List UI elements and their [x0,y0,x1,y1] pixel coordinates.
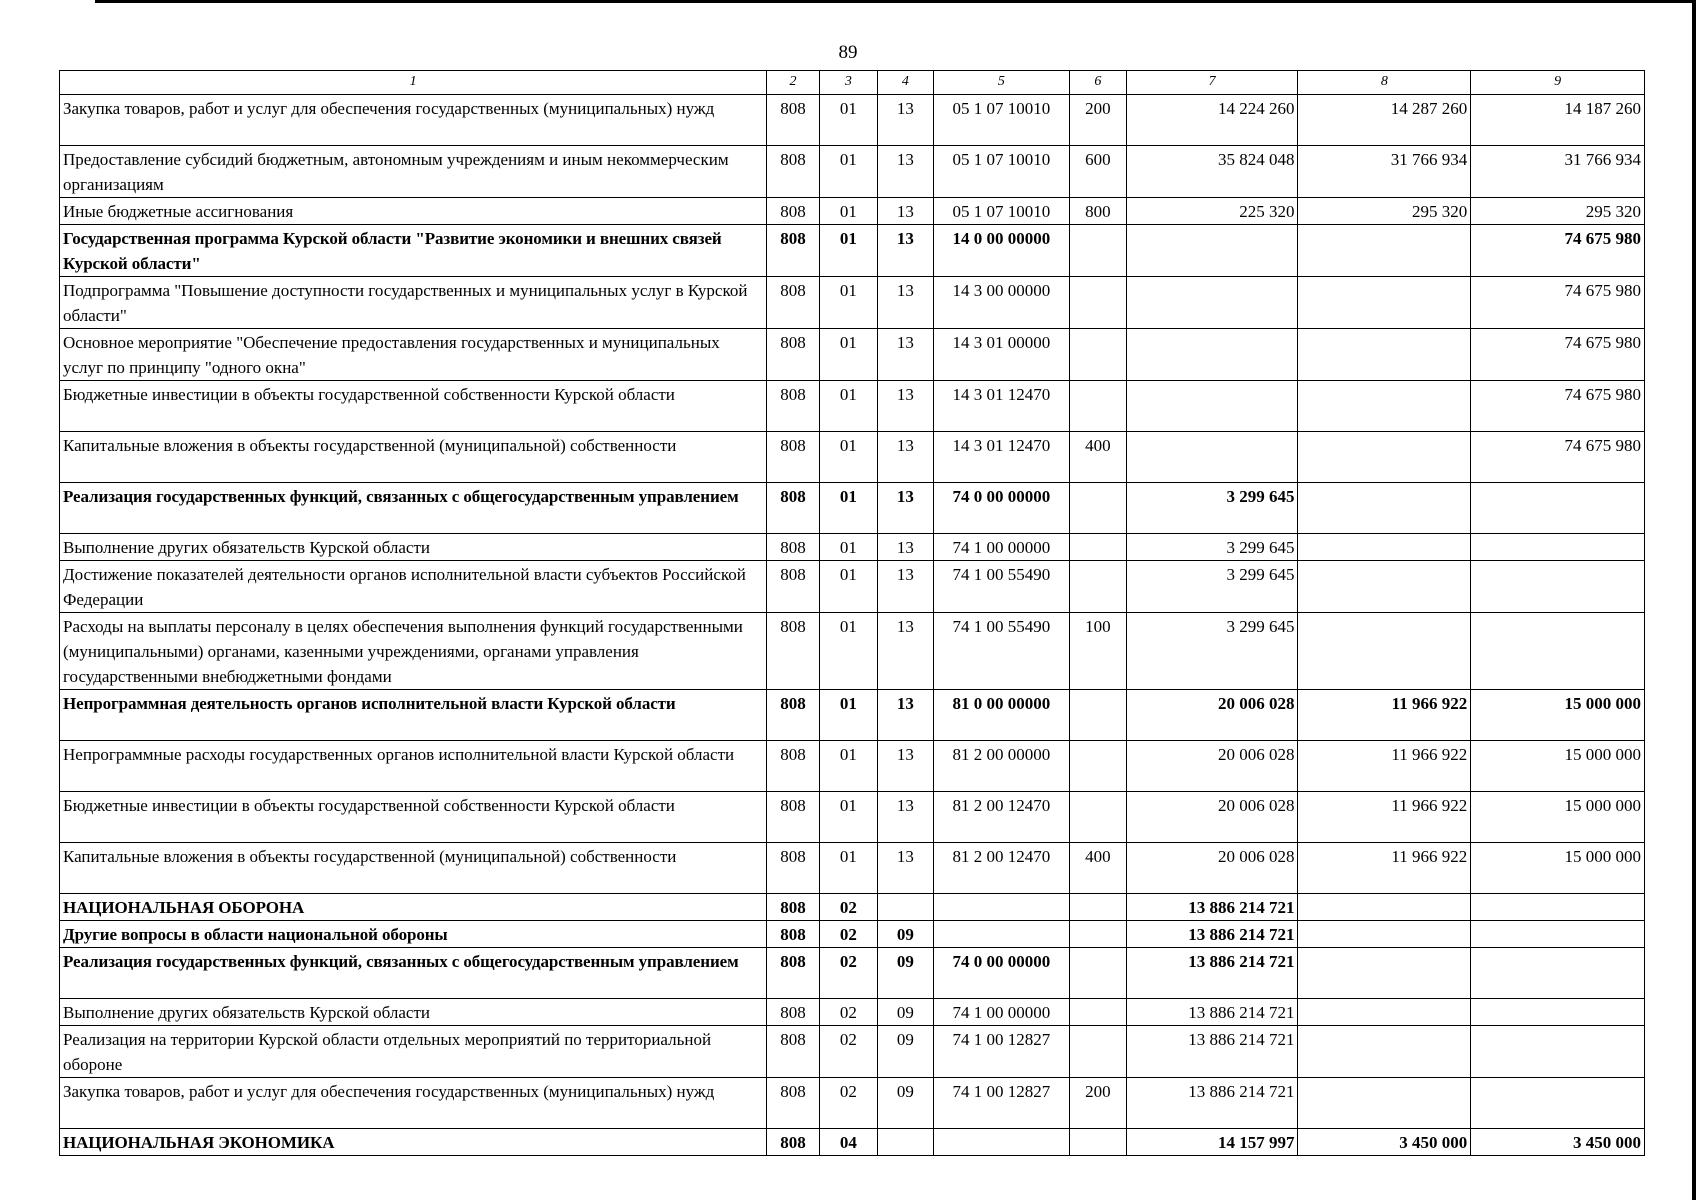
amount-year-3-cell: 14 187 260 [1471,95,1645,146]
amount-year-2-cell: 31 766 934 [1298,146,1471,198]
ministry-code-cell: 808 [767,198,820,225]
column-number-header [60,71,1645,95]
scan-edge-top [95,0,1696,3]
amount-year-1-cell: 13 886 214 721 [1126,921,1298,948]
ministry-code-cell: 808 [767,381,820,432]
table-row [60,146,1645,198]
ministry-code-cell: 808 [767,534,820,561]
amount-year-2-cell [1298,948,1471,999]
table-body [60,71,1645,1156]
table-row [60,329,1645,381]
header-cell: 6 [1069,71,1126,95]
amount-year-1-cell [1126,329,1298,381]
expense-type-cell [1069,999,1126,1026]
amount-year-2-cell [1298,277,1471,329]
table-row [60,483,1645,534]
section-code-cell: 01 [819,225,877,277]
table-row [60,613,1645,690]
ministry-code-cell: 808 [767,843,820,894]
expense-name-cell: Реализация на территории Курской области отдельных мероприятий по территориальной обороне [60,1026,767,1078]
target-article-cell: 14 3 00 00000 [933,277,1069,329]
subsection-code-cell: 09 [877,1026,933,1078]
expense-type-cell [1069,225,1126,277]
target-article-cell: 14 3 01 00000 [933,329,1069,381]
section-code-cell: 01 [819,329,877,381]
target-article-cell: 74 1 00 55490 [933,613,1069,690]
expense-type-cell [1069,948,1126,999]
ministry-code-cell: 808 [767,1026,820,1078]
section-code-cell: 01 [819,613,877,690]
section-code-cell: 02 [819,999,877,1026]
ministry-code-cell: 808 [767,948,820,999]
amount-year-1-cell: 3 299 645 [1126,483,1298,534]
subsection-code-cell: 13 [877,146,933,198]
target-article-cell: 81 0 00 00000 [933,690,1069,741]
amount-year-1-cell: 3 299 645 [1126,534,1298,561]
amount-year-3-cell [1471,534,1645,561]
amount-year-1-cell: 13 886 214 721 [1126,1078,1298,1129]
subsection-code-cell: 13 [877,690,933,741]
section-code-cell: 01 [819,95,877,146]
expense-type-cell: 600 [1069,146,1126,198]
section-code-cell: 01 [819,483,877,534]
target-article-cell: 81 2 00 12470 [933,843,1069,894]
amount-year-3-cell: 15 000 000 [1471,690,1645,741]
table-row [60,741,1645,792]
expense-type-cell [1069,792,1126,843]
amount-year-1-cell: 3 299 645 [1126,561,1298,613]
table-row [60,1026,1645,1078]
amount-year-3-cell: 74 675 980 [1471,277,1645,329]
ministry-code-cell: 808 [767,561,820,613]
expense-type-cell [1069,483,1126,534]
amount-year-3-cell: 15 000 000 [1471,843,1645,894]
ministry-code-cell: 808 [767,741,820,792]
subsection-code-cell: 13 [877,381,933,432]
amount-year-2-cell: 3 450 000 [1298,1129,1471,1156]
subsection-code-cell: 13 [877,534,933,561]
expense-type-cell [1069,561,1126,613]
amount-year-1-cell: 14 157 997 [1126,1129,1298,1156]
expense-type-cell: 200 [1069,95,1126,146]
ministry-code-cell: 808 [767,792,820,843]
amount-year-1-cell: 3 299 645 [1126,613,1298,690]
expense-type-cell [1069,741,1126,792]
amount-year-1-cell [1126,381,1298,432]
header-cell: 1 [60,71,767,95]
expense-name-cell: Реализация государственных функций, связанных с общегосударственным управлением [60,948,767,999]
header-cell: 2 [767,71,820,95]
target-article-cell [933,894,1069,921]
amount-year-2-cell [1298,329,1471,381]
expense-name-cell: Закупка товаров, работ и услуг для обеспечения государственных (муниципальных) нужд [60,1078,767,1129]
amount-year-1-cell: 20 006 028 [1126,843,1298,894]
expense-name-cell: НАЦИОНАЛЬНАЯ ЭКОНОМИКА [60,1129,767,1156]
amount-year-3-cell: 31 766 934 [1471,146,1645,198]
expense-name-cell: НАЦИОНАЛЬНАЯ ОБОРОНА [60,894,767,921]
expense-name-cell: Другие вопросы в области национальной обороны [60,921,767,948]
amount-year-2-cell [1298,921,1471,948]
expense-name-cell: Непрограммная деятельность органов исполнительной власти Курской области [60,690,767,741]
target-article-cell: 74 1 00 12827 [933,1078,1069,1129]
section-code-cell: 01 [819,146,877,198]
subsection-code-cell: 13 [877,198,933,225]
ministry-code-cell: 808 [767,146,820,198]
ministry-code-cell: 808 [767,690,820,741]
table-row [60,948,1645,999]
expense-type-cell [1069,277,1126,329]
amount-year-1-cell: 20 006 028 [1126,792,1298,843]
section-code-cell: 01 [819,690,877,741]
amount-year-1-cell: 13 886 214 721 [1126,1026,1298,1078]
expense-name-cell: Предоставление субсидий бюджетным, автономным учреждениям и иным некоммерческим организациям [60,146,767,198]
amount-year-2-cell: 295 320 [1298,198,1471,225]
expense-name-cell: Иные бюджетные ассигнования [60,198,767,225]
amount-year-2-cell [1298,432,1471,483]
amount-year-1-cell [1126,225,1298,277]
table-row [60,921,1645,948]
header-cell: 7 [1126,71,1298,95]
header-cell: 3 [819,71,877,95]
subsection-code-cell: 13 [877,613,933,690]
section-code-cell: 01 [819,843,877,894]
table-row [60,843,1645,894]
amount-year-2-cell: 11 966 922 [1298,741,1471,792]
target-article-cell: 74 0 00 00000 [933,483,1069,534]
ministry-code-cell: 808 [767,95,820,146]
table-row [60,690,1645,741]
target-article-cell: 74 1 00 00000 [933,534,1069,561]
ministry-code-cell: 808 [767,1129,820,1156]
amount-year-1-cell: 20 006 028 [1126,690,1298,741]
table-row [60,277,1645,329]
amount-year-1-cell: 14 224 260 [1126,95,1298,146]
subsection-code-cell: 09 [877,921,933,948]
ministry-code-cell: 808 [767,225,820,277]
section-code-cell: 02 [819,1026,877,1078]
scan-edge-right [1692,0,1696,1200]
amount-year-2-cell [1298,381,1471,432]
expense-name-cell: Бюджетные инвестиции в объекты государственной собственности Курской области [60,792,767,843]
amount-year-1-cell [1126,432,1298,483]
amount-year-1-cell: 20 006 028 [1126,741,1298,792]
table-row [60,1129,1645,1156]
header-cell: 8 [1298,71,1471,95]
expense-type-cell: 200 [1069,1078,1126,1129]
subsection-code-cell: 13 [877,277,933,329]
section-code-cell: 01 [819,561,877,613]
ministry-code-cell: 808 [767,1078,820,1129]
target-article-cell: 81 2 00 00000 [933,741,1069,792]
expense-name-cell: Бюджетные инвестиции в объекты государственной собственности Курской области [60,381,767,432]
page-number: 89 [838,42,858,63]
expense-name-cell: Капитальные вложения в объекты государственной (муниципальной) собственности [60,432,767,483]
header-cell: 5 [933,71,1069,95]
expense-type-cell: 100 [1069,613,1126,690]
expense-type-cell: 400 [1069,843,1126,894]
table-row [60,999,1645,1026]
header-cell: 9 [1471,71,1645,95]
amount-year-3-cell [1471,948,1645,999]
amount-year-1-cell: 13 886 214 721 [1126,894,1298,921]
expense-type-cell [1069,329,1126,381]
subsection-code-cell: 13 [877,483,933,534]
amount-year-2-cell [1298,613,1471,690]
target-article-cell: 05 1 07 10010 [933,198,1069,225]
table-row [60,894,1645,921]
expense-type-cell [1069,1129,1126,1156]
amount-year-2-cell [1298,483,1471,534]
amount-year-2-cell [1298,225,1471,277]
expense-type-cell [1069,534,1126,561]
amount-year-3-cell [1471,483,1645,534]
amount-year-3-cell: 15 000 000 [1471,792,1645,843]
budget-table [59,70,1645,1156]
expense-name-cell: Достижение показателей деятельности органов исполнительной власти субъектов Российской Федерации [60,561,767,613]
subsection-code-cell: 13 [877,432,933,483]
amount-year-2-cell: 11 966 922 [1298,843,1471,894]
expense-name-cell: Капитальные вложения в объекты государственной (муниципальной) собственности [60,843,767,894]
expense-name-cell: Выполнение других обязательств Курской области [60,999,767,1026]
subsection-code-cell: 13 [877,95,933,146]
table-row [60,792,1645,843]
section-code-cell: 01 [819,741,877,792]
amount-year-3-cell: 74 675 980 [1471,225,1645,277]
amount-year-3-cell [1471,894,1645,921]
target-article-cell: 74 0 00 00000 [933,948,1069,999]
expense-type-cell [1069,921,1126,948]
ministry-code-cell: 808 [767,921,820,948]
table-row [60,432,1645,483]
section-code-cell: 01 [819,534,877,561]
table-row [60,381,1645,432]
ministry-code-cell: 808 [767,277,820,329]
subsection-code-cell: 09 [877,1078,933,1129]
target-article-cell: 14 3 01 12470 [933,432,1069,483]
section-code-cell: 04 [819,1129,877,1156]
expense-type-cell [1069,1026,1126,1078]
ministry-code-cell: 808 [767,894,820,921]
amount-year-3-cell: 74 675 980 [1471,381,1645,432]
amount-year-3-cell: 74 675 980 [1471,329,1645,381]
ministry-code-cell: 808 [767,329,820,381]
amount-year-1-cell: 225 320 [1126,198,1298,225]
table-row [60,225,1645,277]
expense-type-cell: 400 [1069,432,1126,483]
table-row [60,534,1645,561]
amount-year-3-cell: 15 000 000 [1471,741,1645,792]
subsection-code-cell [877,1129,933,1156]
subsection-code-cell [877,894,933,921]
amount-year-2-cell [1298,561,1471,613]
subsection-code-cell: 09 [877,999,933,1026]
section-code-cell: 01 [819,277,877,329]
target-article-cell [933,1129,1069,1156]
amount-year-2-cell [1298,894,1471,921]
expense-name-cell: Государственная программа Курской области "Развитие экономики и внешних связей Курской области" [60,225,767,277]
amount-year-3-cell [1471,613,1645,690]
expense-name-cell: Подпрограмма "Повышение доступности государственных и муниципальных услуг в Курской области" [60,277,767,329]
expense-type-cell: 800 [1069,198,1126,225]
amount-year-1-cell [1126,277,1298,329]
amount-year-3-cell [1471,1026,1645,1078]
subsection-code-cell: 13 [877,561,933,613]
table-row [60,95,1645,146]
target-article-cell: 74 1 00 55490 [933,561,1069,613]
target-article-cell [933,921,1069,948]
amount-year-2-cell: 11 966 922 [1298,792,1471,843]
ministry-code-cell: 808 [767,999,820,1026]
target-article-cell: 05 1 07 10010 [933,95,1069,146]
table-row [60,561,1645,613]
ministry-code-cell: 808 [767,483,820,534]
target-article-cell: 74 1 00 12827 [933,1026,1069,1078]
amount-year-3-cell [1471,999,1645,1026]
section-code-cell: 01 [819,381,877,432]
section-code-cell: 02 [819,921,877,948]
section-code-cell: 01 [819,432,877,483]
ministry-code-cell: 808 [767,613,820,690]
expense-name-cell: Основное мероприятие "Обеспечение предоставления государственных и муниципальных услуг по принципу "одного окна" [60,329,767,381]
subsection-code-cell: 13 [877,792,933,843]
subsection-code-cell: 09 [877,948,933,999]
ministry-code-cell: 808 [767,432,820,483]
amount-year-2-cell [1298,1078,1471,1129]
section-code-cell: 01 [819,792,877,843]
amount-year-2-cell: 11 966 922 [1298,690,1471,741]
subsection-code-cell: 13 [877,843,933,894]
amount-year-3-cell [1471,921,1645,948]
section-code-cell: 01 [819,198,877,225]
amount-year-2-cell [1298,534,1471,561]
expense-name-cell: Непрограммные расходы государственных органов исполнительной власти Курской области [60,741,767,792]
amount-year-1-cell: 13 886 214 721 [1126,999,1298,1026]
expense-type-cell [1069,381,1126,432]
table-row [60,198,1645,225]
subsection-code-cell: 13 [877,329,933,381]
target-article-cell: 14 3 01 12470 [933,381,1069,432]
amount-year-1-cell: 35 824 048 [1126,146,1298,198]
amount-year-3-cell: 74 675 980 [1471,432,1645,483]
section-code-cell: 02 [819,1078,877,1129]
section-code-cell: 02 [819,948,877,999]
header-cell: 4 [877,71,933,95]
expense-type-cell [1069,690,1126,741]
amount-year-3-cell [1471,1078,1645,1129]
target-article-cell: 05 1 07 10010 [933,146,1069,198]
expense-name-cell: Реализация государственных функций, связанных с общегосударственным управлением [60,483,767,534]
amount-year-3-cell [1471,561,1645,613]
subsection-code-cell: 13 [877,741,933,792]
expense-type-cell [1069,894,1126,921]
amount-year-3-cell: 295 320 [1471,198,1645,225]
section-code-cell: 02 [819,894,877,921]
amount-year-2-cell: 14 287 260 [1298,95,1471,146]
amount-year-2-cell [1298,999,1471,1026]
expense-name-cell: Расходы на выплаты персоналу в целях обеспечения выполнения функций государственными (муниципальными) органами, казенными учреждениями, органами управления государственными внебюджетными фондами [60,613,767,690]
target-article-cell: 81 2 00 12470 [933,792,1069,843]
expense-name-cell: Выполнение других обязательств Курской области [60,534,767,561]
amount-year-2-cell [1298,1026,1471,1078]
amount-year-1-cell: 13 886 214 721 [1126,948,1298,999]
table-row [60,1078,1645,1129]
amount-year-3-cell: 3 450 000 [1471,1129,1645,1156]
subsection-code-cell: 13 [877,225,933,277]
target-article-cell: 14 0 00 00000 [933,225,1069,277]
target-article-cell: 74 1 00 00000 [933,999,1069,1026]
expense-name-cell: Закупка товаров, работ и услуг для обеспечения государственных (муниципальных) нужд [60,95,767,146]
